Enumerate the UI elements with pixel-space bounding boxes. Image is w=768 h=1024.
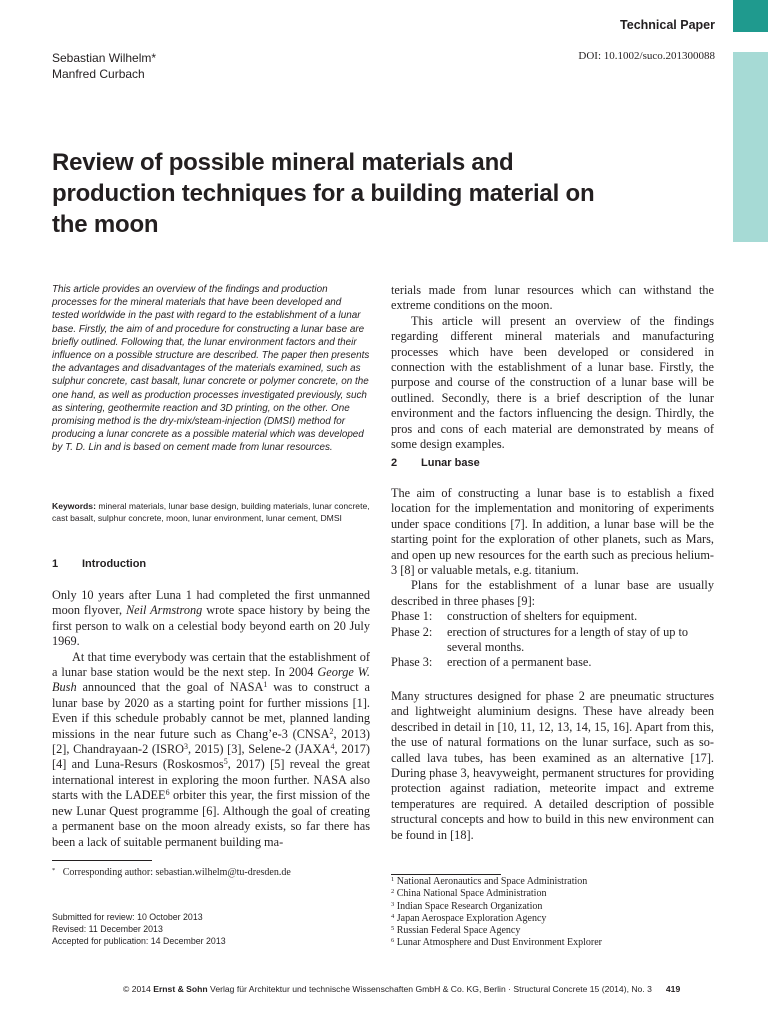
keywords-label: Keywords: bbox=[52, 501, 96, 511]
text-run: was to construct a lunar base by 2020 as a starting point for further missions [1]. Even if this schedule probably cannot be met, planned landing missions in the near future such as Chang’e-3 (CNSA bbox=[52, 680, 370, 741]
keywords-text: mineral materials, lunar base design, building materials, lunar concrete, cast basalt, sulphur concrete, moon, lunar environment, lunar cement, DMSI bbox=[52, 501, 370, 523]
lunar-base-body bbox=[391, 486, 714, 671]
section-tab-dark bbox=[733, 0, 768, 32]
abstract bbox=[52, 283, 370, 455]
introduction-body bbox=[52, 588, 370, 850]
keywords bbox=[52, 500, 370, 524]
phase-item bbox=[391, 625, 714, 656]
footnote-text: Japan Aerospace Exploration Agency bbox=[396, 912, 547, 924]
paragraph: This article will present an overview of the findings regarding different mineral materials and manufacturing processes which have been developed or considered in connection with the establishment of a lunar base. Firstly, the purpose and course of the construction of a lunar base will be outlined. Secondly, there is a brief description of the lunar environment and the factors influencing the design. Thirdly, the pros and cons of each material are demonstrated by means of some design examples. bbox=[391, 313, 714, 452]
footnote-text: National Aeronautics and Space Administration bbox=[396, 876, 588, 887]
person-name: George W. Bush bbox=[52, 665, 370, 695]
corresponding-author bbox=[52, 866, 370, 879]
phase-text: erection of structures for a length of stay of up to several months. bbox=[447, 624, 689, 655]
page-number: 419 bbox=[665, 984, 681, 994]
footnote-number: 5 bbox=[391, 924, 395, 932]
section-title: Lunar base bbox=[421, 457, 480, 469]
publisher-name: Ernst & Sohn bbox=[153, 984, 208, 994]
footnote bbox=[391, 913, 714, 925]
text-run: announced that the goal of NASA bbox=[76, 680, 264, 695]
paragraph: terials made from lunar resources which can withstand the extreme conditions on the moon. bbox=[391, 283, 714, 313]
text-run: Only 10 years after Luna 1 had completed the first unmanned moon flyover, bbox=[52, 588, 370, 618]
author-name: Manfred Curbach bbox=[52, 67, 145, 81]
footnote-ref: 3 bbox=[184, 742, 189, 752]
person-name: Neil Armstrong bbox=[125, 603, 203, 618]
text-run: , 2017) [4] and Luna-Resurs (Roskosmos bbox=[52, 742, 370, 772]
footnotes bbox=[391, 876, 714, 950]
journal-citation: Verlag für Architektur und technische Wissenschaften GmbH & Co. KG, Berlin · Structural Concrete 15 (2014), No. 3 bbox=[207, 984, 652, 994]
lunar-base-body-continued bbox=[391, 689, 714, 843]
footnote-ref: 4 bbox=[330, 742, 335, 752]
footnote-divider bbox=[391, 874, 501, 875]
footnote-ref: 1 bbox=[263, 680, 268, 690]
footnote-number: 1 bbox=[391, 875, 395, 883]
footnote-number: 2 bbox=[391, 888, 395, 896]
paragraph: Plans for the establishment of a lunar base are usually described in three phases [9]: bbox=[391, 578, 714, 608]
footnote-number: 3 bbox=[391, 900, 395, 908]
footnote-text: Indian Space Research Organization bbox=[396, 900, 543, 912]
footnote-number: 6 bbox=[391, 937, 395, 945]
footnote-text: Lunar Atmosphere and Dust Environment Explorer bbox=[396, 937, 602, 949]
author-list bbox=[52, 50, 156, 82]
text-run: wrote space history by being the first person to walk on a celestial body beyond earth on 20 July 1969. bbox=[52, 603, 370, 649]
paragraph: Many structures designed for phase 2 are pneumatic structures and lightweight aluminium designs. These have already been described in detail in [10, 11, 12, 13, 14, 15, 16]. Apart from this, the use of natural formations on the lunar surface, such as so-called lava tubes, has been examined as an alternative [17]. During phase 3, heavyweight, permanent structures for providing protection against radiation, meteorite impact and extreme temperatures are required. A detailed description of possible structural concepts and how to build in this new environment can be found in [18]. bbox=[391, 689, 714, 842]
submission-dates bbox=[52, 912, 370, 947]
corresponding-author-text: Corresponding author: sebastian.wilhelm@tu-dresden.de bbox=[62, 867, 291, 878]
phase-text: construction of shelters for equipment. bbox=[447, 609, 638, 624]
footnote-number: 4 bbox=[391, 912, 395, 920]
abstract-text: This article provides an overview of the findings and production processes for the mineral materials that have been developed and tested worldwide in the past with regard to the establishment of a lunar base. Firstly, the aim of and procedure for constructing a lunar base are briefly outlined. Following that, the lunar environment factors and their influence on a possible structure are described. The paper then presents the advantages and disadvantages of the materials examined, such as sulphur concrete, cast basalt, lunar concrete or polymer concrete, on the one hand, as well as production processes investigated previously, such as sintering, geothermite reaction and 3D printing, on the other. One promising method is the dry-mix/steam-injection (DMSI) method for producing a lunar concrete as a possible material which was developed by T. D. Lin and is based on cement made from lunar resources. bbox=[52, 284, 370, 454]
section-heading-lunar-base bbox=[391, 457, 480, 469]
date-line: Submitted for review: 10 October 2013 bbox=[52, 912, 203, 922]
paragraph: The aim of constructing a lunar base is to establish a fixed location for the implementation and monitoring of experiments under space conditions [7]. In addition, a lunar base will be the starting point for the exploration of other planets, such as Mars, and open up new resources for the earth such as precious helium-3 [8] or valuable metals, e.g. titanium. bbox=[391, 486, 714, 578]
section-title: Introduction bbox=[82, 558, 147, 570]
section-heading-introduction bbox=[52, 558, 146, 570]
section-tab-light bbox=[733, 52, 768, 242]
footnote bbox=[391, 888, 714, 900]
phase-text: erection of a permanent base. bbox=[447, 655, 592, 670]
footnote bbox=[391, 937, 714, 949]
footnote-text: China National Space Administration bbox=[396, 888, 547, 900]
footnote bbox=[391, 876, 714, 888]
phase-label: Phase 2: bbox=[391, 624, 433, 639]
footnote-ref: 2 bbox=[329, 726, 334, 736]
paragraph bbox=[52, 588, 370, 650]
date-line: Accepted for publication: 14 December 2013 bbox=[52, 935, 226, 946]
right-column-continuation bbox=[391, 283, 714, 452]
footnote-mark: * bbox=[52, 866, 56, 874]
text-run: , 2013) [2], Chandrayaan-2 (ISRO bbox=[52, 726, 370, 757]
paper-type-label: Technical Paper bbox=[620, 18, 715, 32]
phase-item bbox=[391, 609, 714, 624]
section-number: 1 bbox=[52, 558, 59, 570]
footnote-ref: 6 bbox=[165, 788, 170, 798]
footnote bbox=[391, 925, 714, 937]
phase-item bbox=[391, 655, 714, 670]
doi-label: DOI: 10.1002/suco.201300088 bbox=[578, 50, 715, 62]
footnote bbox=[391, 901, 714, 913]
phase-label: Phase 3: bbox=[391, 655, 433, 670]
section-number: 2 bbox=[391, 457, 398, 469]
date-line: Revised: 11 December 2013 bbox=[52, 923, 163, 934]
author-name: Sebastian Wilhelm* bbox=[52, 51, 157, 65]
text-run: , 2017) [5] reveal the great international interest in exploring the moon further. NASA also starts with the LADEE bbox=[52, 757, 370, 803]
text-run: , 2015) [3], Selene-2 (JAXA bbox=[188, 742, 331, 757]
page-footer bbox=[123, 984, 716, 994]
text-run: At that time everybody was certain that the establishment of a lunar base station would be the next step. In 2004 bbox=[52, 649, 370, 680]
footnote-divider bbox=[52, 860, 152, 861]
footnote-text: Russian Federal Space Agency bbox=[396, 925, 521, 937]
copyright-text: © 2014 bbox=[123, 984, 154, 994]
article-title: Review of possible mineral materials and production techniques for a building material on the moon bbox=[52, 149, 595, 238]
paragraph bbox=[52, 650, 370, 850]
footnote-ref: 5 bbox=[223, 757, 228, 767]
phase-label: Phase 1: bbox=[391, 609, 433, 624]
text-run: orbiter this year, the first mission of the new Lunar Quest programme [6]. Although the goal of creating a permanent base on the moon already exists, so far there has been a lack of suitable permanent building ma- bbox=[52, 788, 370, 849]
